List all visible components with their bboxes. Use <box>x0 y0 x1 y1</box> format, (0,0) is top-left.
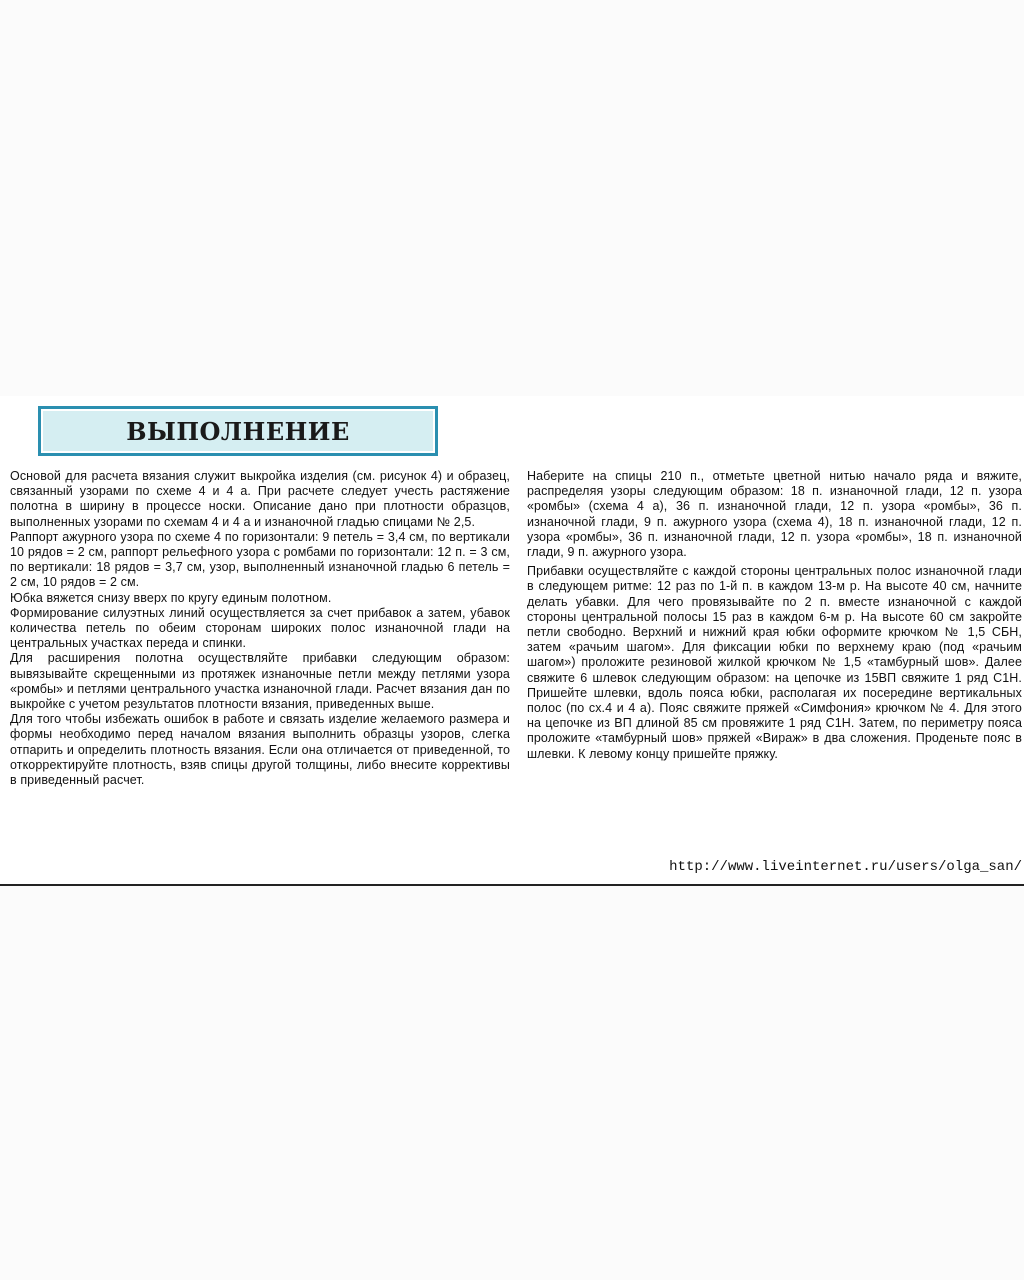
right-paragraph-2: Прибавки осуществляйте с каждой стороны центральных полос изнаночной глади в следующем ритме: 12 раз по 1-й п. в каждом 13-м р. На высоте 40 см, начните делать убавки. Для чего провязывайте по 2 п. вместе изнаночной с каждой стороны центральной полосы 15 раз в каждом 6-м р. На высоте 60 см закройте петли свободно. Верхний и нижний края юбки оформите крючком № 1,5 СБН, затем «рачьим шагом». Для фиксации юбки по верхнему краю (под «рачьим шагом») проложите резиновой жилкой крючком № 1,5 «тамбурный шов». Далее свяжите 6 шлевок следующим образом: на цепочке из 15ВП свяжите 1 ряд С1Н. Пришейте шлевки, вдоль пояса юбки, располагая их посередине вертикальных полос (по сх.4 и 4 а). Пояс свяжите пряжей «Симфония» крючком № 4. Для этого на цепочке из ВП длиной 85 см провяжите 1 ряд С1Н. Затем, по периметру пояса проложите «тамбурный шов» пряжей «Вираж» в два сложения. Проденьте пояс в шлевки. К левому концу пришейте пряжку. <box>527 564 1022 761</box>
page-title: ВЫПОЛНЕНИЕ <box>126 416 350 446</box>
source-url: http://www.liveinternet.ru/users/olga_san/ <box>669 859 1022 875</box>
left-paragraph-2: Раппорт ажурного узора по схеме 4 по горизонтали: 9 петель = 3,4 см, по вертикали 10 рядов = 2 см, раппорт рельефного узора с ромбами по горизонтали: 12 п. = 3 см, по вертикали: 18 рядов = 3,7 см, узор, выполненный изнаночной гладью 6 петель = 2 см, 10 рядов = 2 см. <box>10 529 510 590</box>
left-paragraph-4: Формирование силуэтных линий осуществляется за счет прибавок а затем, убавок количества петель по обеим сторонам широких полос изнаночной глади на центральных участках переда и спинки. <box>10 605 510 651</box>
right-text-column <box>527 469 1022 762</box>
top-blank-area <box>0 0 1024 396</box>
title-banner-inner <box>41 409 435 453</box>
knitting-instructions-page <box>0 396 1024 886</box>
left-paragraph-6: Для того чтобы избежать ошибок в работе и связать изделие желаемого размера и формы необходимо перед началом вязания выполнить образцы узоров, слегка отпарить и определить плотность вязания. Если она отличается от приведенной, то откорректируйте плотность, взяв спицы другой толщины, либо внесите коррективы в приведенный расчет. <box>10 712 510 788</box>
left-paragraph-1: Основой для расчета вязания служит выкройка изделия (см. рисунок 4) и образец, связанный узорами по схеме 4 и 4 а. При расчете следует учесть растяжение полотна в ширину в процессе носки. Описание дано при плотности образцов, выполненных узорами по схемам 4 и 4 а и изнаночной гладью спицами № 2,5. <box>10 469 510 529</box>
left-text-column <box>10 469 510 788</box>
right-paragraph-1: Наберите на спицы 210 п., отметьте цветной нитью начало ряда и вяжите, распределяя узоры следующим образом: 18 п. изнаночной глади, 12 п. узора «ромбы» (схема 4 а), 36 п. изнаночной глади, 12 п. узора «ромбы», 36 п. изнаночной глади, 9 п. ажурного узора (схема 4), 18 п. изнаночной глади, 12 п. узора «ромбы», 36 п. изнаночной глади, 12 п. узора «ромбы», 18 п. изнаночной глади, 9 п. ажурного узора. <box>527 469 1022 560</box>
left-paragraph-5: Для расширения полотна осуществляйте прибавки следующим образом: вывязывайте скрещенными из протяжек изнаночные петли между петлями узора «ромбы» и петлями центрального участка изнаночной глади. Расчет вязания дан по выкройке с учетом результатов плотности вязания, приведенных выше. <box>10 651 510 712</box>
title-banner <box>38 406 438 456</box>
left-paragraph-3: Юбка вяжется снизу вверх по кругу единым полотном. <box>10 590 332 605</box>
